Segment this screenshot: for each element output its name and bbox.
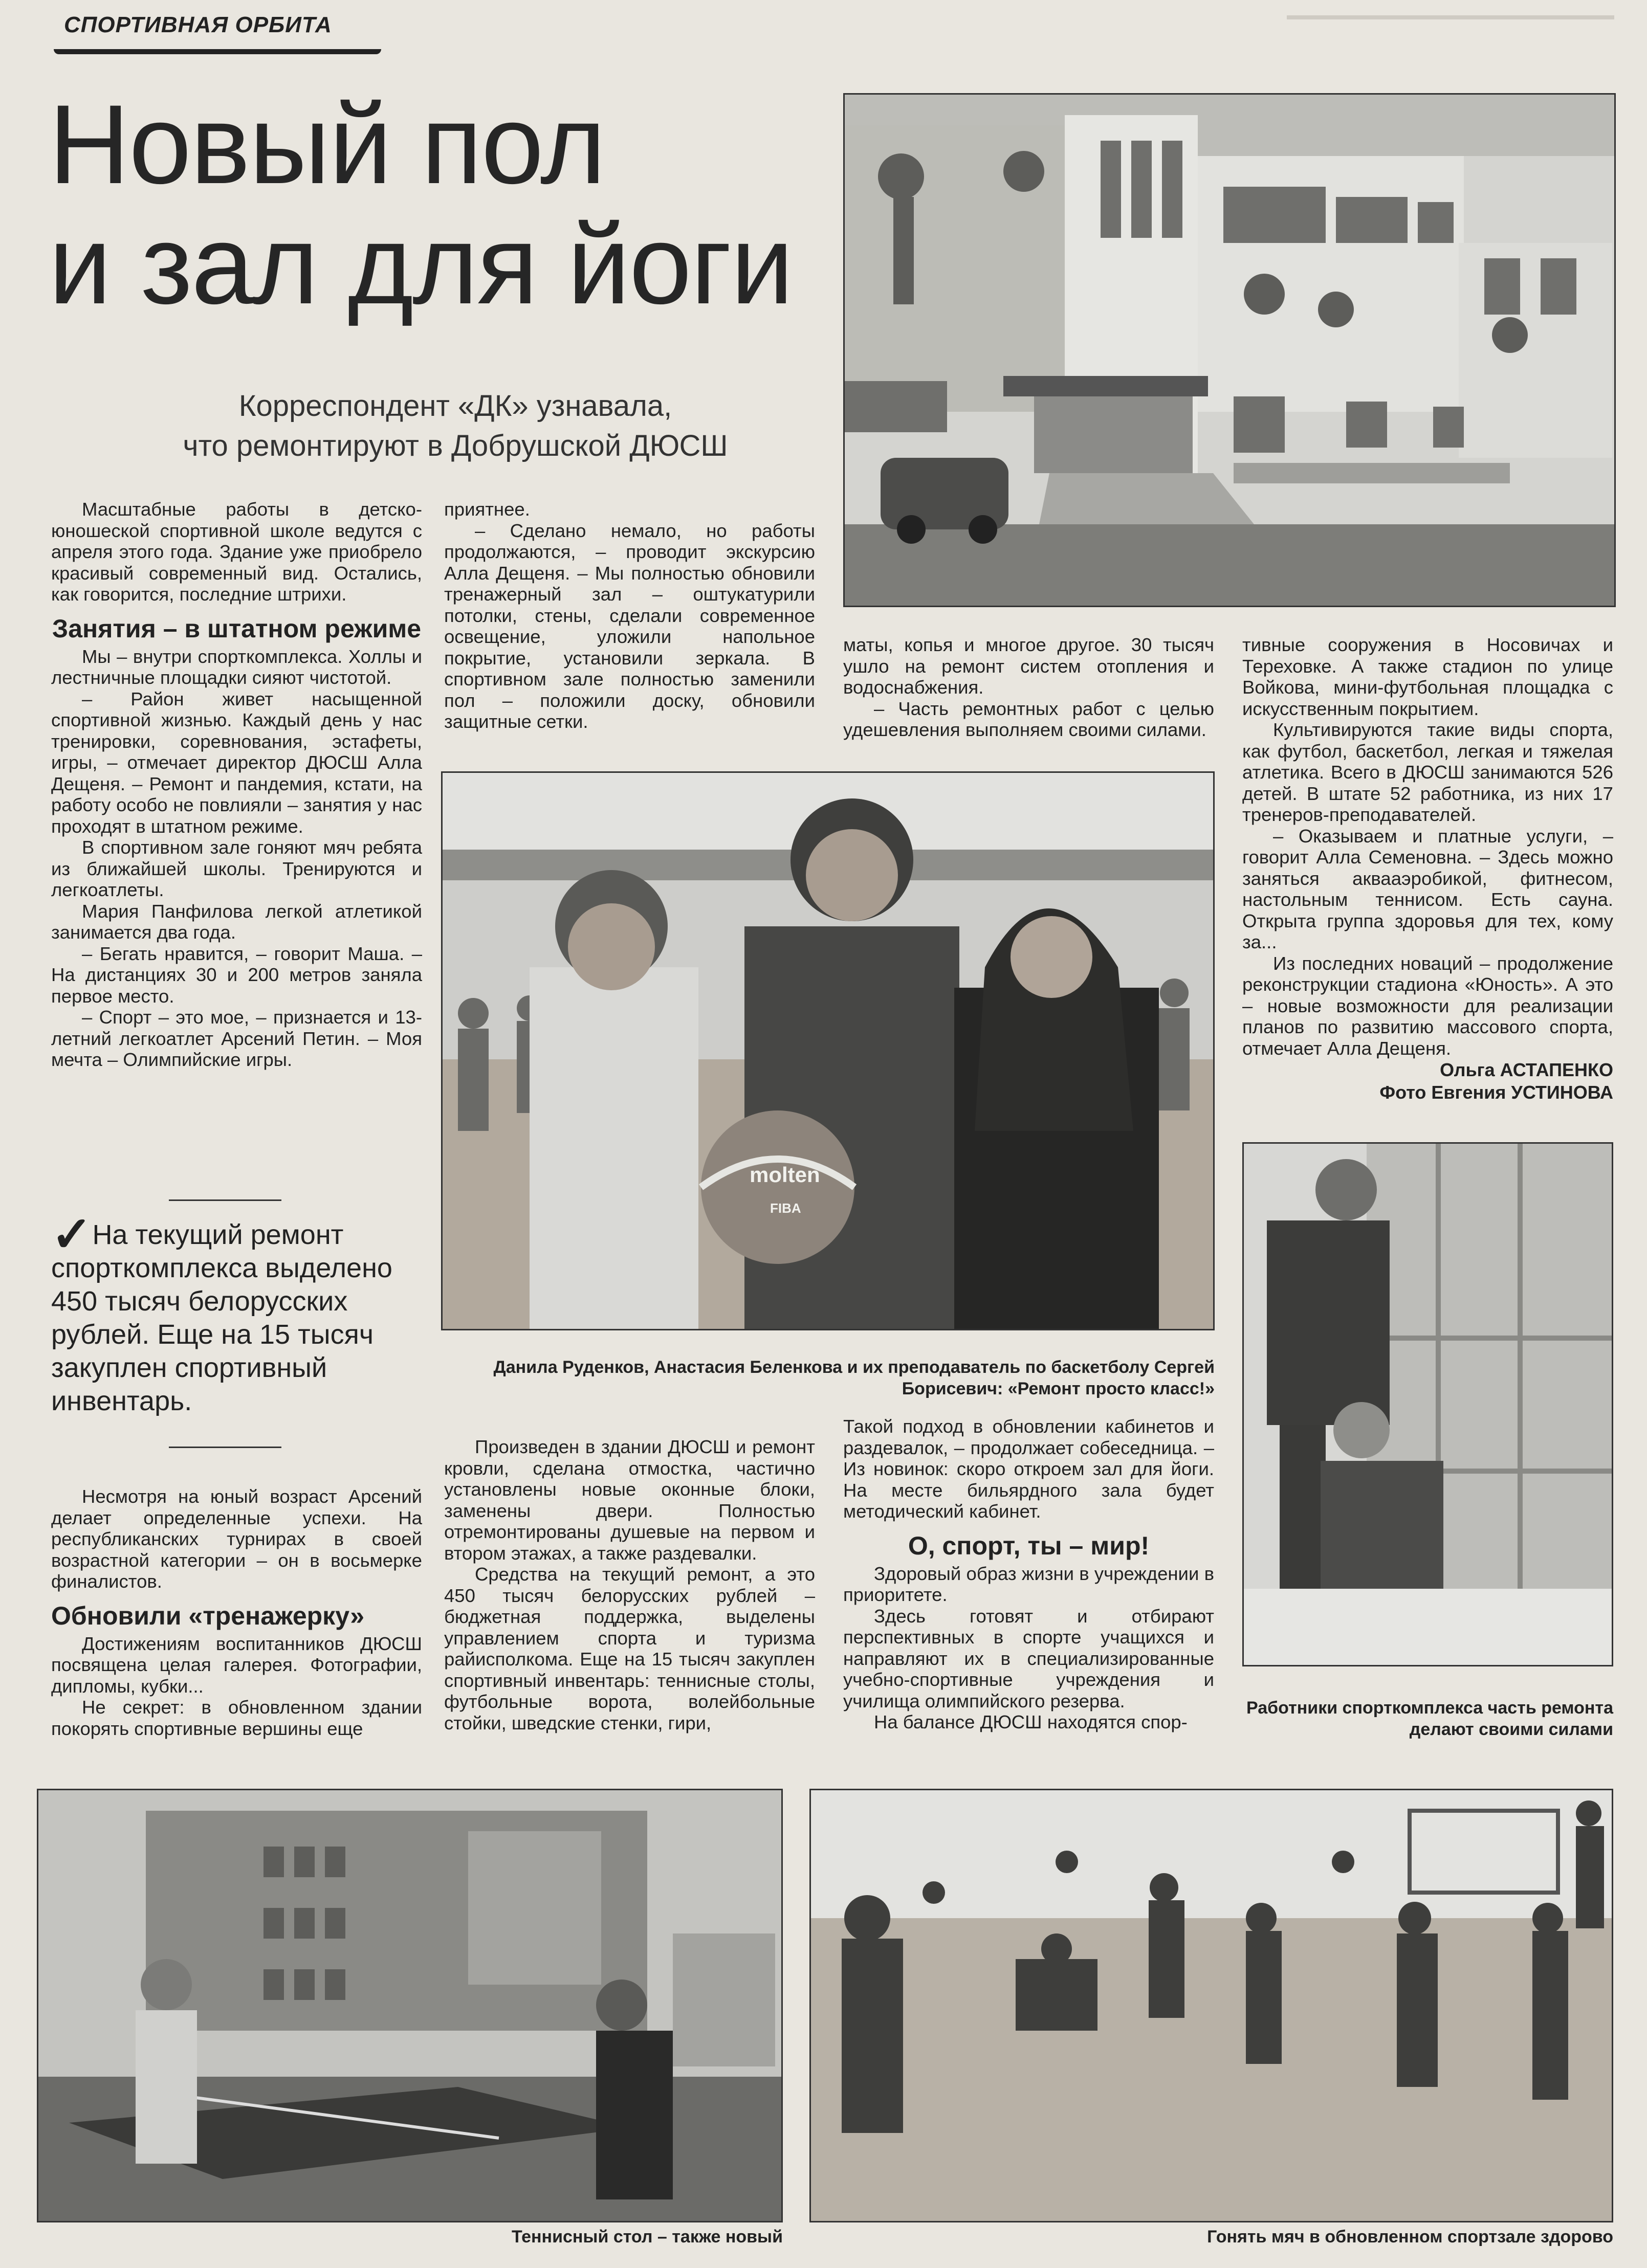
- lead-paragraph: Масштабные работы в детско-юношеской спортивной школе ведутся с апреля этого года. Здание уже приобрело красивый современный вид. Остались, как говорится, последние штрихи.: [51, 499, 422, 605]
- team-photo: [441, 771, 1215, 1330]
- paragraph: – Район живет насыщенной спортивной жизнью. Каждый день у нас тренировки, соревнования, эстафеты, игры, – отмечает директор ДЮСШ Алла Дещеня. – Ремонт и пандемия, кстати, на работу особо не повлияли – занятия у нас проходят в штатном режиме.: [51, 688, 422, 837]
- column-2-bottom: [444, 1436, 815, 1733]
- tennis-photo-caption: Теннисный стол – также новый: [512, 2227, 783, 2247]
- paragraph: Произведен в здании ДЮСШ и ремонт кровли, сделана отмостка, частично установлены новые оконные блоки, заменены двери. Полностью отремонтированы душевые на первом и втором этажах, а также раздевалки.: [444, 1436, 815, 1564]
- team-illustration: [443, 773, 1213, 1329]
- subheading-classes: Занятия – в штатном режиме: [52, 614, 422, 643]
- paragraph: Достижениям воспитанников ДЮСШ посвящена целая галерея. Фотографии, дипломы, кубки...: [51, 1633, 422, 1697]
- team-photo-caption: Данила Руденков, Анастасия Беленкова и их преподаватель по баскетболу Сергей Борисевич: «Ремонт просто класс!»: [493, 1358, 1215, 1398]
- gym-photo: [809, 1789, 1613, 2222]
- paragraph: – Бегать нравится, – говорит Маша. – На дистанциях 30 и 200 метров заняла первое место.: [51, 943, 422, 1007]
- callout-rule-top: [169, 1199, 281, 1201]
- rubric-underline: [54, 49, 381, 54]
- workers-photo-caption: Работники спорткомплекса часть ремонта делают своими силами: [1246, 1698, 1613, 1739]
- divider: [1287, 15, 1614, 19]
- photographer-signature: Фото Евгения УСТИНОВА: [1379, 1082, 1613, 1103]
- callout-text: На текущий ремонт спорткомплекса выделено 450 тысяч белорусских рублей. Еще на 15 тысяч закуплен спортивный инвентарь.: [51, 1219, 392, 1416]
- paragraph: приятнее.: [444, 499, 530, 520]
- tennis-photo: [37, 1789, 783, 2222]
- paragraph: – Часть ремонтных работ с целью удешевления выполняем своими силами.: [843, 698, 1214, 740]
- subtitle-line-1: Корреспондент «ДК» узнавала,: [238, 389, 672, 423]
- subtitle: [123, 386, 788, 466]
- subheading-sport-world: О, спорт, ты – мир!: [908, 1531, 1150, 1560]
- paragraph: Здесь готовят и отбирают перспективных в спорте учащихся и направляют их в специализированные учебно-спортивные учреждения и училища олимпийского резерва.: [843, 1605, 1214, 1711]
- paragraph: – Оказываем и платные услуги, – говорит Алла Семеновна. – Здесь можно заняться аквааэробикой, фитнесом, настольным теннисом. Есть сауна. Открыта группа здоровья для тех, кому за...: [1242, 825, 1613, 952]
- headline-line-2: и зал для йоги: [49, 202, 793, 327]
- column-1: [51, 499, 422, 1071]
- paragraph: Мария Панфилова легкой атлетикой занимается два года.: [51, 900, 422, 943]
- paragraph: Такой подход в обновлении кабинетов и раздевалок, – продолжает собеседница. – Из новинок: скоро откроем зал для йоги. На месте бильярдного зала будет методический кабинет.: [843, 1416, 1214, 1522]
- gym-illustration: [811, 1790, 1612, 2221]
- callout-box: [51, 1207, 420, 1418]
- paragraph: Несмотря на юный возраст Арсений делает определенные успехи. На республиканских турнирах в своей возрастной категории – он в восьмерке финалистов.: [51, 1486, 422, 1592]
- building-illustration: [845, 95, 1614, 606]
- section-rubric: [54, 9, 391, 46]
- headline-line-1: Новый пол: [49, 81, 605, 207]
- paragraph: Здоровый образ жизни в учреждении в приоритете.: [843, 1563, 1214, 1605]
- gym-photo-caption: Гонять мяч в обновленном спортзале здорово: [1207, 2227, 1613, 2247]
- workers-illustration: [1244, 1144, 1612, 1665]
- column-3-top: [843, 634, 1214, 741]
- paragraph: – Сделано немало, но работы продолжаются, – проводит экскурсию Алла Дещеня. – Мы полностью обновили тренажерный зал – оштукатурили потолки, стены, сделали современное освещение, уложили напольное покрытие, установили зеркала. В спортивном зале полностью заменили пол – положили доску, обновили защитные сетки.: [444, 520, 815, 732]
- paragraph: – Спорт – это мое, – признается и 13-летний легкоатлет Арсений Петин. – Моя мечта – Олимпийские игры.: [51, 1007, 422, 1070]
- paragraph: Не секрет: в обновленном здании покорять спортивные вершины еще: [51, 1697, 422, 1739]
- column-1-continued: [51, 1486, 422, 1739]
- building-photo: [843, 93, 1616, 607]
- headline: [49, 81, 837, 327]
- paragraph: Мы – внутри спорткомплекса. Холлы и лестничные площадки сияют чистотой.: [51, 646, 422, 688]
- subheading-gym: Обновили «тренажерку»: [51, 1601, 365, 1630]
- paragraph: Средства на текущий ремонт, а это 450 тысяч белорусских рублей – бюджетная поддержка, выделены управлением спорта и туризма райисполкома. Еще на 15 тысяч закуплен спортивный инвентарь: теннисные столы, футбольные ворота, волейбольные стойки, шведские стенки, гири,: [444, 1564, 815, 1733]
- paragraph: На балансе ДЮСШ находятся спор-: [874, 1711, 1188, 1732]
- ball-mark-text: FIBA: [770, 1200, 801, 1216]
- workers-photo: [1242, 1142, 1613, 1666]
- paragraph: Из последних новаций – продолжение реконструкции стадиона «Юность». А это – новые возможности для реализации планов по развитию массового спорта, отмечает Алла Дещеня.: [1242, 952, 1613, 1059]
- subtitle-line-2: что ремонтируют в Добрушской ДЮСШ: [183, 429, 728, 462]
- callout-rule-bottom: [169, 1447, 281, 1448]
- author-signature: Ольга АСТАПЕНКО: [1440, 1059, 1613, 1080]
- tennis-illustration: [38, 1790, 781, 2221]
- paragraph: Культивируются такие виды спорта, как футбол, баскетбол, легкая и тяжелая атлетика. Всего в ДЮСШ занимаются 526 детей. В штате 52 работника, из них 17 тренеров-преподавателей.: [1242, 719, 1613, 825]
- ball-brand-text: molten: [750, 1163, 820, 1187]
- column-4: [1242, 634, 1613, 1104]
- paragraph: В спортивном зале гоняют мяч ребята из ближайшей школы. Тренируются и легкоатлеты.: [51, 837, 422, 900]
- paragraph: маты, копья и многое другое. 30 тысяч ушло на ремонт систем отопления и водоснабжения.: [843, 634, 1214, 698]
- column-3-bottom: [843, 1416, 1214, 1733]
- rubric-label: СПОРТИВНАЯ ОРБИТА: [64, 12, 332, 37]
- paragraph: тивные сооружения в Носовичах и Тереховке. А также стадион по улице Войкова, мини-футбольная площадка с искусственным покрытием.: [1242, 634, 1613, 719]
- column-2-top: [444, 499, 815, 732]
- checkmark-icon: ✓: [51, 1207, 93, 1262]
